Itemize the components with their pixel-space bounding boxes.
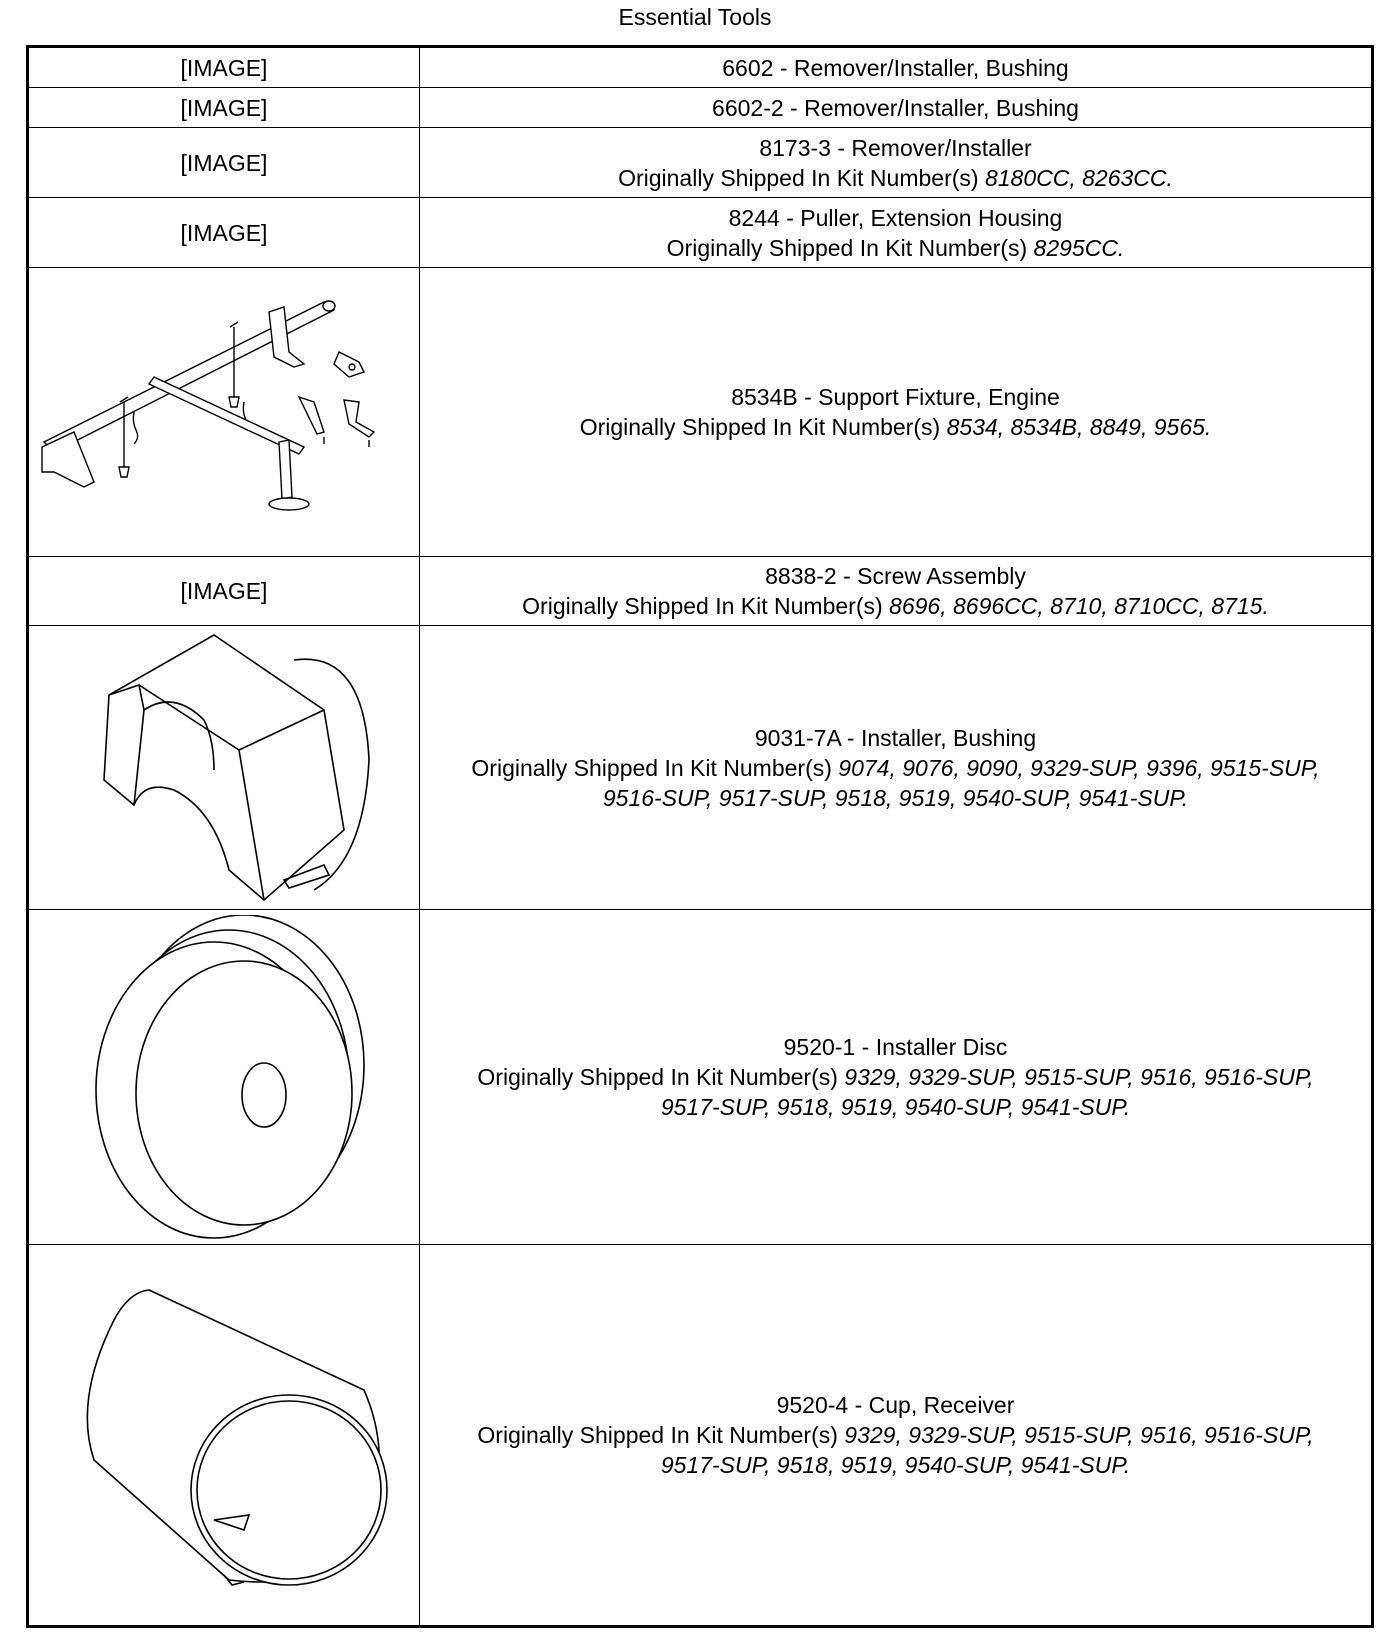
tool-image-placeholder: [IMAGE] [28, 557, 420, 626]
kit-line [420, 412, 1371, 442]
bushing-installer-illustration [64, 630, 384, 905]
tool-description [420, 88, 1373, 128]
page-title: Essential Tools [618, 4, 772, 30]
kit-prefix: Originally Shipped In Kit Number(s) [666, 234, 1034, 261]
tool-illustration-cell [28, 626, 420, 910]
tool-name: 6602-2 - Remover/Installer, Bushing [712, 94, 1079, 121]
kit-line [420, 1420, 1371, 1450]
table-row [28, 128, 1373, 198]
tool-image-placeholder: [IMAGE] [28, 88, 420, 128]
table-row [28, 626, 1373, 910]
kit-line [420, 233, 1371, 263]
table-row [28, 88, 1373, 128]
kit-prefix: Originally Shipped In Kit Number(s) [471, 754, 839, 781]
table-row [28, 198, 1373, 268]
tool-description [420, 557, 1373, 626]
kit-line [420, 1062, 1371, 1092]
kit-prefix: Originally Shipped In Kit Number(s) [579, 414, 947, 440]
tool-image-placeholder: [IMAGE] [28, 198, 420, 268]
table-row [28, 268, 1373, 557]
tool-description [420, 198, 1373, 268]
kit-prefix: Originally Shipped In Kit Number(s) [522, 593, 890, 619]
kit-numbers: 8696, 8696CC, 8710, 8710CC, 8715. [889, 593, 1269, 619]
tool-name: 9520-1 - Installer Disc [783, 1034, 1008, 1060]
table-row [28, 47, 1373, 88]
tool-description [420, 128, 1373, 198]
kit-prefix: Originally Shipped In Kit Number(s) [477, 1422, 845, 1448]
tool-illustration-cell [28, 1245, 420, 1627]
kit-prefix: Originally Shipped In Kit Number(s) [477, 1064, 845, 1090]
table-row [28, 910, 1373, 1245]
installer-disc-illustration [74, 915, 374, 1240]
kit-numbers-continued: 9516-SUP, 9517-SUP, 9518, 9519, 9540-SUP, 9541-SUP. [602, 784, 1189, 811]
kit-numbers: 9329, 9329-SUP, 9515-SUP, 9516, 9516-SUP, [844, 1064, 1314, 1090]
kit-numbers: 9074, 9076, 9090, 9329-SUP, 9396, 9515-SUP, [838, 754, 1320, 781]
tool-name: 8173-3 - Remover/Installer [759, 134, 1032, 161]
tool-description [420, 626, 1373, 910]
tool-illustration-cell [28, 268, 420, 557]
kit-numbers-continued: 9517-SUP, 9518, 9519, 9540-SUP, 9541-SUP. [660, 1094, 1131, 1120]
engine-support-fixture-illustration [34, 272, 414, 552]
tool-image-placeholder: [IMAGE] [28, 128, 420, 198]
tool-description [420, 268, 1373, 557]
tool-description [420, 47, 1373, 88]
table-row [28, 1245, 1373, 1627]
essential-tools-table [26, 45, 1374, 1628]
tool-name: 8838-2 - Screw Assembly [765, 563, 1026, 589]
receiver-cup-illustration [54, 1280, 394, 1590]
tool-image-placeholder: [IMAGE] [28, 47, 420, 88]
kit-prefix: Originally Shipped In Kit Number(s) [618, 164, 985, 191]
tool-description [420, 910, 1373, 1245]
kit-numbers-continued: 9517-SUP, 9518, 9519, 9540-SUP, 9541-SUP. [660, 1452, 1131, 1478]
tool-name: 8534B - Support Fixture, Engine [731, 384, 1060, 410]
kit-numbers: 8180CC, 8263CC. [984, 164, 1173, 191]
kit-numbers: 8295CC. [1033, 234, 1125, 261]
tool-name: 8244 - Puller, Extension Housing [728, 204, 1063, 231]
tool-description [420, 1245, 1373, 1627]
table-row [28, 557, 1373, 626]
tool-name: 9031-7A - Installer, Bushing [754, 724, 1037, 751]
kit-numbers: 8534, 8534B, 8849, 9565. [946, 414, 1212, 440]
tool-illustration-cell [28, 910, 420, 1245]
kit-line [420, 591, 1371, 621]
kit-numbers: 9329, 9329-SUP, 9515-SUP, 9516, 9516-SUP, [844, 1422, 1314, 1448]
tool-name: 6602 - Remover/Installer, Bushing [722, 54, 1069, 81]
kit-line [420, 753, 1371, 783]
tool-name: 9520-4 - Cup, Receiver [776, 1392, 1015, 1418]
kit-line [420, 163, 1371, 193]
